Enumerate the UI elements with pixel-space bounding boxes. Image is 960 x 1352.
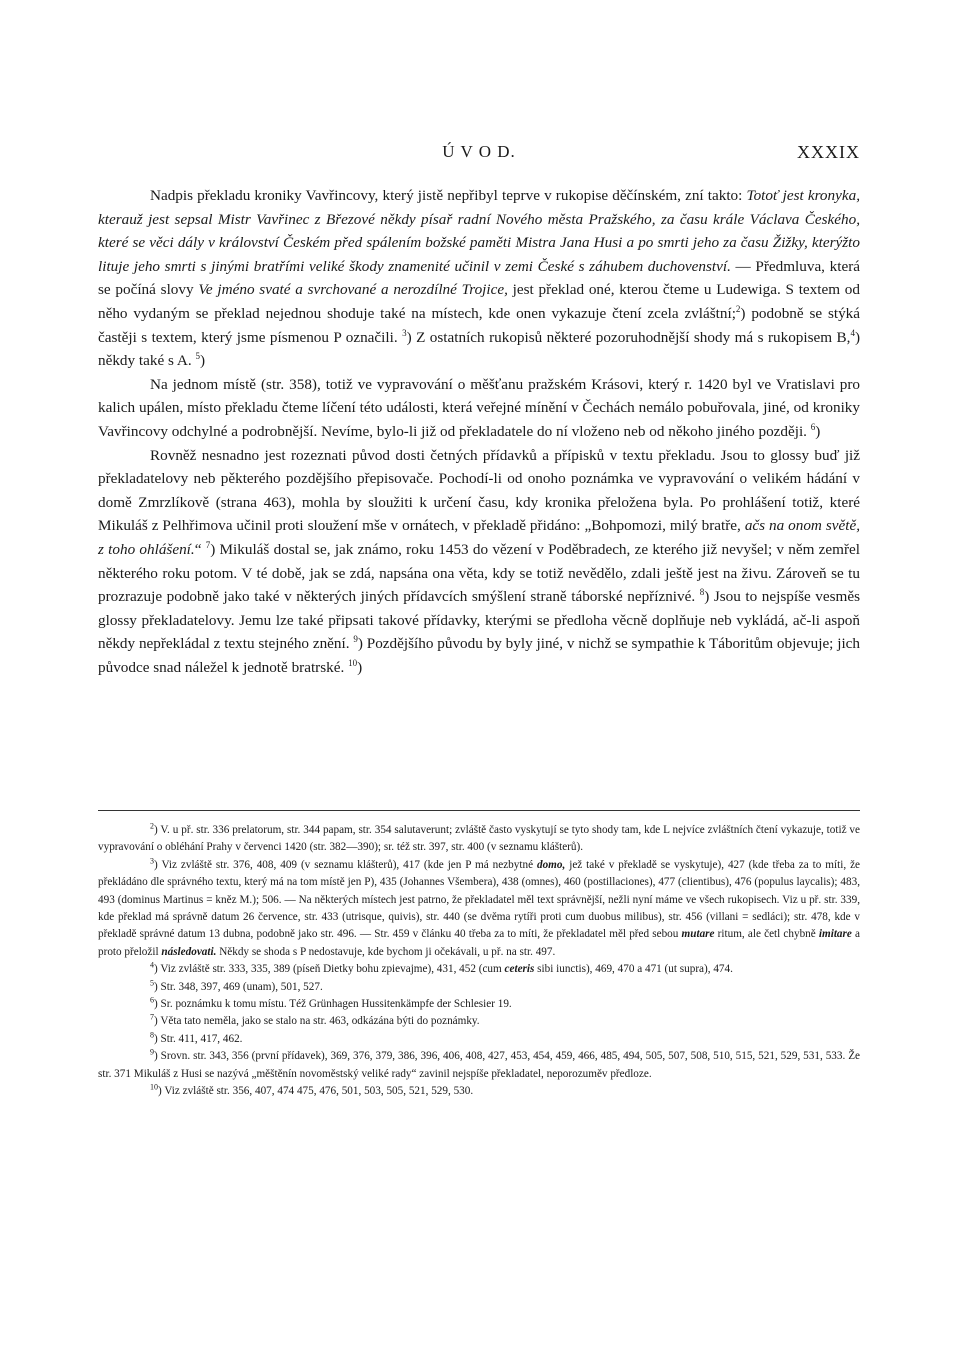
text-segment: Na jednom místě (str. 358), totiž ve vypravování o měšťanu pražském Krásovi, který r. 1420 byl ve Vratislavi pro kalich upálen, místo překladu čteme líčení této události, která veřejné mínění v Čechách nemálo pobuřovala, jiné, od kroniky Vavřincovy odchylné a podrobnější. Nevíme, bylo-li již od překladatele do ní vloženo neb od někoho jiného později. xyxy=(98,375,860,440)
footnote-mark: 2 xyxy=(150,821,154,831)
text-segment: podobně se stýká častěji s textem, který jsme písmenou P označili. xyxy=(98,304,860,346)
footnote-ref: 7 xyxy=(205,539,211,550)
footnote-emphasis: ceteris xyxy=(504,963,535,976)
footnote-mark: 4 xyxy=(150,960,154,970)
footnote-text: ) Str. 348, 397, 469 (unam), 501, 527. xyxy=(154,980,323,993)
footnote-text: Někdy se shoda s P nedostavuje, kde bychom ji očekávali, u př. na str. 497. xyxy=(216,945,556,958)
text-segment: někdy také s A. xyxy=(98,352,192,370)
footnote-mark: 10 xyxy=(150,1082,158,1092)
italic-incipit: Ve jméno svaté a svrchované a nerozdílné Trojice, xyxy=(198,281,508,299)
footnote-text: sibi iunctis), 469, 470 a 471 (ut supra), 474. xyxy=(534,963,733,976)
footnote-item xyxy=(98,961,860,978)
footnote-ref: 3 xyxy=(402,327,407,338)
footnote-item xyxy=(98,857,860,961)
footnote-text: ) Srovn. str. 343, 356 (první přídavek), 369, 376, 379, 386, 396, 406, 408, 427, 453, 454, 459, 466, 485, 494, 505, 507, 508, 510, 515, 521, 529, 531, 533. Že str. 371 Mikuláš z Husi se nazývá „měštěnín novoměstský veliké rady“ zavinil nejspíše překladatel, neporozuměv předloze. xyxy=(98,1050,860,1080)
text-segment: Jsou to nejspíše vesměs glossy překladatelovy. Jemu lze také připsati takové přídavky, kterými se předloha věcně doplňuje neb vykládá, ač-li aspoň někdy nepřekládal z textu stejného znění. xyxy=(98,588,860,653)
text-segment: Rovněž nesnadno jest rozeznati původ dosti četných přídavků a přípisků v textu překladu. Jsou to glossy buď již překladatelovy neb pěkterého pozdějšího přepisovače. Pochodí-li od onoho poznámka ve vypravování o velikém hádání v domě Zmrzlíkově (strana 463), mohla by sloužiti k určení času, kdy kronika přeložena byla. Po prohlášení totiž, které Mikuláš z Pelhřimova učinil proti sloužení mše v ornátech, v překladě přidáno: „Bohpomozi, milý bratře, xyxy=(98,446,860,535)
footnote-text: ) Sr. poznámku k tomu místu. Též Grünhagen Hussitenkämpfe der Schlesier 19. xyxy=(154,998,512,1011)
text-segment: — Předmluva, která se počíná slovy xyxy=(98,257,860,299)
footnote-ref: 5 xyxy=(195,351,200,362)
running-head xyxy=(98,142,860,166)
footnote-text: ) Viz zvláště str. 356, 407, 474 475, 476, 501, 503, 505, 521, 529, 530. xyxy=(158,1085,474,1098)
footnotes xyxy=(98,822,860,1101)
footnote-item xyxy=(98,1031,860,1048)
footnote-text: ritum, ale četl chybně xyxy=(714,928,819,941)
italic-title-quote: Totoť jest kronyka, kterauž jest sepsal Mistr Vavřinec z Březové někdy písař radní Nového města Pražského, za času krále Václava Českého, které se věci dály v království Českém před spálením božské paměti Mistra Jana Husi a po smrti jeho za času Žižky, kterýžto lituje jeho smrti s jinými bratřími veliké škody znamenité učinil v zemi České s záhubem duchovenství. xyxy=(98,187,860,275)
footnote-ref: 4 xyxy=(850,327,855,338)
footnote-mark: 8 xyxy=(150,1030,154,1040)
footnote-text: ) V. u př. str. 336 prelatorum, str. 344 papam, str. 354 salutaverunt; zvláště často vyskytují se tyto shody tam, kde L nejvíce zvláštních čtení vykazuje, totiž ve vypravování o obléhání Prahy v červenci 1420 (str. 382—390); sr. též str. 397, str. 400 (v seznamu klášterů). xyxy=(98,824,860,854)
text-segment: “ xyxy=(194,540,202,558)
footnote-ref: 2 xyxy=(735,303,741,314)
footnote-ref: 6 xyxy=(810,421,816,432)
text-segment: Z ostatních rukopisů některé pozoruhodnější shody má s rukopisem B, xyxy=(411,328,851,346)
footnote-ref: 10 xyxy=(348,657,358,668)
footnote-emphasis: imitare xyxy=(818,928,852,941)
footnote-mark: 9 xyxy=(150,1047,154,1057)
footnote-emphasis: následovati. xyxy=(161,945,217,958)
footnote-text: ) Viz zvláště str. 376, 408, 409 (v seznamu klášterů), 417 (kde jen P má nezbytné xyxy=(154,858,537,871)
text-segment: Nadpis překladu kroniky Vavřincovy, který jistě nepřibyl teprve v rukopise děčínském, zní takto: xyxy=(150,187,747,204)
italic-quote: ačs na onom světě, z toho ohlášení. xyxy=(98,517,861,558)
footnote-item xyxy=(98,1048,860,1083)
footnote-text: jež také v překladě se vyskytuje), 427 (kde třeba za to míti, že překládáno dle správného textu, který má na tom místě jen P), 435 (Johannes Všembera), 438 (omnes), 460 (postillaciones), 477 (clientibus), 476 (populus laycalis); 483, 493 (dominus Martinus = kněz M.); 506. — Na některých místech jest patrno, že překladatel měl text správnější, nežli nyní máme ve všech rukopisech. Viz u př. str. 339, kde překlad má správně datum 26 července, str. 433 (utrisque, quivis), str. 440 (se dvěma rytíři proti cum duobus milibus), str. 456 (villani = sedláci); str. 478, kde v překladě správné datum 13 dubna, podobně jako str. 496. — Str. 459 v článku 40 třeba za to míti, že překladatel měl před sebou xyxy=(98,858,861,941)
footnote-text: ) Věta tato neměla, jako se stalo na str. 463, odkázána býti do poznámky. xyxy=(154,1015,480,1028)
running-head-title: Ú V O D. xyxy=(442,142,516,161)
paragraph-3: Rovněž nesnadno jest rozeznati původ dosti četných přídavků a přípisků v textu překladu. Jsou to glossy buď již překladatelovy neb pěkterého pozdějšího přepisovače. Pochodí-li od onoho poznámka ve vypravování o velikém hádání v domě Zmrzlíkově (strana 463), mohla by sloužiti k určení času, kdy kronika přeložena byla. Po prohlášení totiž, které Mikuláš z Pelhřimova učinil proti sloužení mše v ornátech, v překladě přidáno: „Bohpomozi, milý bratře, ačs na onom světě, z toho ohlášení.“ $^7$) Mikuláš dostal se, jak známo, roku 1453 do vězení v Poděbradech, ze kterého již nevyšel; v něm zemřel některého roku potom. V té době, jak se zdá, napsána ona věta, kdy se totiž nevědělo, zdali ještě jest na živu. Zároveň se tu prozrazuje podobně jako také v některých jiných přídavcích smýšlení straně táborské nepříznivé. $^8$) Jsou to nejspíše vesměs glossy překladatelovy. Jemu lze také připsati takové přídavky, kterými se předloha věcně doplňuje neb vykládá, ač-li aspoň někdy nepřekládal z textu stejného znění. $^9$) Pozdějšího původu by byly jiné, v nichž se sympathie k Táboritům objevuje; jich původce snad náležel k jednotě bratrské. $^{10}$) xyxy=(98,446,861,676)
footnote-text: ) Str. 411, 417, 462. xyxy=(154,1032,243,1045)
paragraph-1: Nadpis překladu kroniky Vavřincovy, který jistě nepřibyl teprve v rukopise děčínském, zní takto: Totoť jest kronyka, kterauž jest sepsal Mistr Vavřinec z Březové někdy písař radní Nového města Pražského, za času krále Václava Českého, které se věci dály v království Českém před spálením božské paměti Mistra Jana Husi a po smrti jeho za času Žižky, kterýžto lituje jeho smrti s jinými bratřími veliké škody znamenité učinil v zemi České s záhubem duchovenství. — Předmluva, která se počíná slovy Ve jméno svaté a svrchované a nerozdílné Trojice, jest překlad oné, kterou čteme u Ludewiga. S textem od něho vydaným se překlad nejednou shoduje také na místech, kde onen vykazuje čtení zcela zvláštní;$^2$) podobně se stýká častěji s textem, který jsme písmenou P označili. $^3$) Z ostatních rukopisů některé pozoruhodnější shody má s rukopisem B,$^4$) někdy také s A. $^5$) xyxy=(98,187,861,370)
footnote-mark: 7 xyxy=(150,1012,154,1022)
footnote-item xyxy=(98,822,860,857)
paragraph-2: Na jednom místě (str. 358), totiž ve vypravování o měšťanu pražském Krásovi, který r. 1420 byl ve Vratislavi pro kalich upálen, místo překladu čteme líčení této události, která veřejné mínění v Čechách nemálo pobuřovala, jiné, od kroniky Vavřincovy odchylné a podrobnější. Nevíme, bylo-li již od překladatele do ní vloženo neb od někoho jiného později. $^6$) xyxy=(98,375,860,440)
text-segment: Pozdějšího původu by byly jiné, v nichž se sympathie k Táboritům objevuje; jich původce snad náležel k jednotě bratrské. xyxy=(98,635,861,676)
text-segment: jest překlad oné, kterou čteme u Ludewiga. S textem od něho vydaným se překlad nejednou shoduje také na místech, kde onen vykazuje čtení zcela zvláštní; xyxy=(98,281,860,322)
footnote-emphasis: mutare xyxy=(681,928,715,941)
footnote-emphasis: domo, xyxy=(536,858,566,871)
footnote-mark: 5 xyxy=(150,977,154,987)
footnote-mark: 6 xyxy=(150,995,154,1005)
footnote-ref: 8 xyxy=(699,587,705,598)
footnote-mark: 3 xyxy=(150,856,154,866)
text-segment: Mikuláš dostal se, jak známo, roku 1453 do vězení v Poděbradech, ze kterého již nevyšel; v něm zemřel některého roku potom. V té době, jak se zdá, napsána ona věta, kdy se totiž nevědělo, zdali ještě jest na živu. Zároveň se tu prozrazuje podobně jako také v některých jiných přídavcích smýšlení straně táborské nepříznivé. xyxy=(98,540,860,606)
footnote-item xyxy=(98,979,860,996)
footnote-item xyxy=(98,1083,860,1100)
footnote-item xyxy=(98,1013,860,1030)
footnote-item xyxy=(98,996,860,1013)
page-number: XXXIX xyxy=(797,142,860,162)
footnote-ref: 9 xyxy=(353,634,358,645)
footnote-divider xyxy=(98,810,860,811)
footnote-text: a proto přeložil xyxy=(98,928,861,958)
main-text xyxy=(98,184,860,679)
footnote-text: ) Viz zvláště str. 333, 335, 389 (píseň Dietky bohu zpievajme), 431, 452 (cum xyxy=(154,963,505,976)
